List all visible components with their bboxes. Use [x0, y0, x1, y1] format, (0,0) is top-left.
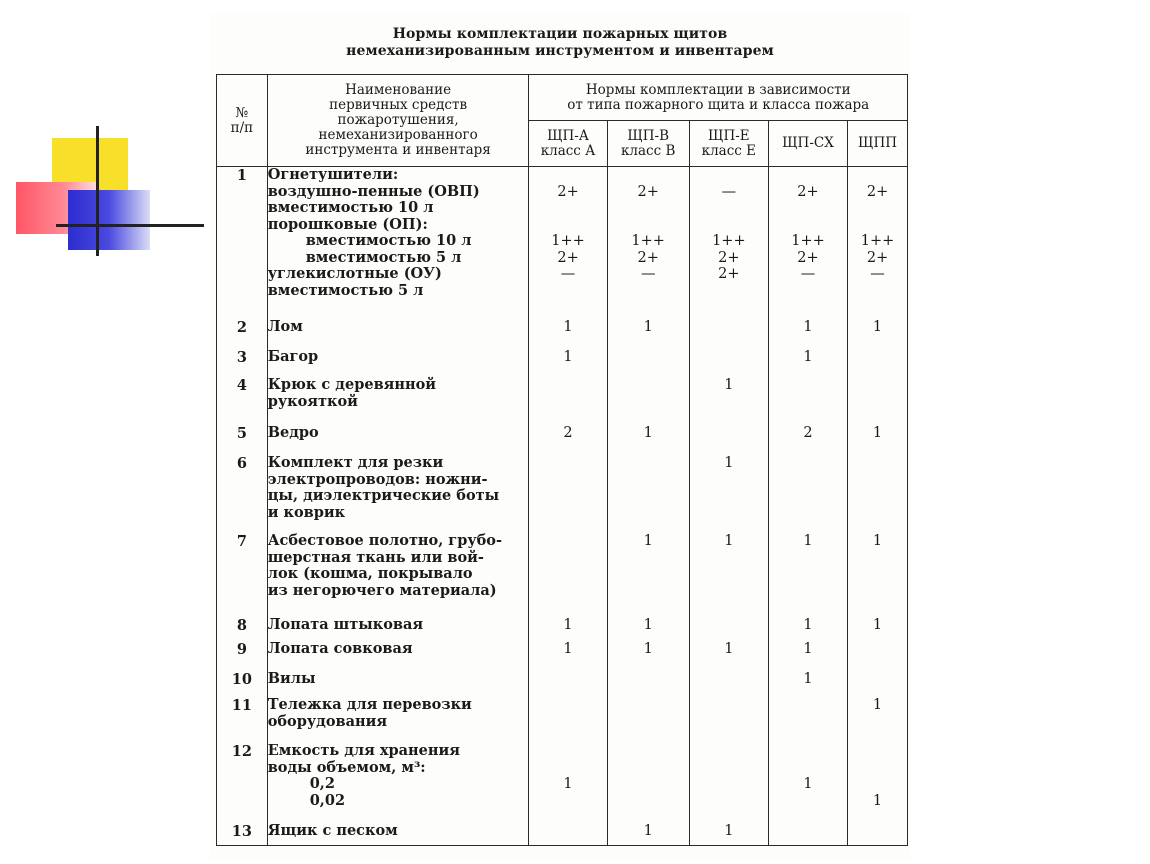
norm-value-cell — [768, 319, 847, 349]
table-row — [217, 697, 908, 743]
row-number: 11 — [217, 697, 268, 743]
norm-value: 2+ — [557, 249, 579, 266]
header-col-shp-e: ЩП-Е класс Е — [689, 121, 768, 167]
row-number: 1 — [217, 167, 268, 320]
item-name: Лопата совковая — [267, 641, 529, 671]
norm-value-cell — [768, 671, 847, 697]
table-row — [217, 671, 908, 697]
header-col-shpp: ЩПП — [848, 121, 908, 167]
norm-value: — — [870, 266, 885, 282]
norm-value: 2+ — [637, 183, 659, 200]
norm-value-cell — [848, 455, 908, 533]
norm-value-cell — [689, 425, 768, 455]
norm-value-cell — [689, 641, 768, 671]
norm-value: 1 — [803, 319, 813, 335]
norm-value-cell — [768, 823, 847, 846]
norm-value — [529, 200, 606, 217]
norm-value — [690, 776, 768, 793]
norm-value-cell — [607, 617, 689, 641]
norm-value — [769, 217, 847, 234]
norm-value: 2+ — [797, 183, 819, 200]
norm-value: 1 — [563, 641, 573, 657]
norm-value — [608, 283, 689, 300]
norm-value-cell — [768, 349, 847, 377]
header-col-shp-sh: ЩП-СХ — [768, 121, 847, 167]
table-body — [217, 167, 908, 846]
norm-value-cell — [607, 319, 689, 349]
norm-value-cell — [607, 743, 689, 823]
norm-value-cell — [529, 533, 607, 617]
norm-value-cell — [607, 671, 689, 697]
item-name: Багор — [267, 349, 529, 377]
row-number: 4 — [217, 377, 268, 425]
norm-value — [848, 200, 907, 217]
norm-value-cell — [607, 455, 689, 533]
title-line-1: Нормы комплектации пожарных щитов — [392, 26, 728, 42]
norm-value-cell — [848, 167, 908, 320]
norm-value: 2+ — [797, 249, 819, 266]
norm-value-cell — [848, 377, 908, 425]
table-row — [217, 425, 908, 455]
page-title — [210, 26, 910, 60]
norm-value — [529, 793, 606, 810]
norm-value-cell — [848, 823, 908, 846]
norm-value-cell — [848, 743, 908, 823]
header-col-shp-a: ЩП-А класс А — [529, 121, 607, 167]
row-number: 6 — [217, 455, 268, 533]
norm-value-cell — [848, 671, 908, 697]
norm-value-cell — [848, 533, 908, 617]
norm-value: 2+ — [866, 249, 889, 266]
row-number: 12 — [217, 743, 268, 823]
logo-horizontal-line — [56, 224, 204, 227]
norm-value: 1 — [803, 776, 813, 792]
norm-value — [529, 760, 606, 777]
norm-value — [690, 200, 768, 217]
norm-value-cell — [607, 641, 689, 671]
norm-value-cell — [607, 823, 689, 846]
norm-value-cell — [529, 617, 607, 641]
norm-value: 2 — [803, 425, 813, 441]
norm-value: 1++ — [712, 233, 746, 249]
norm-value — [608, 200, 689, 217]
row-number: 2 — [217, 319, 268, 349]
norm-value: 1 — [724, 641, 734, 657]
table-row — [217, 617, 908, 641]
item-name: Крюк с деревянной рукояткой — [267, 377, 529, 425]
norm-value-cell — [768, 743, 847, 823]
norm-value — [608, 776, 689, 793]
norm-value-cell — [529, 743, 607, 823]
norm-value: 1 — [803, 641, 813, 657]
item-name: Асбестовое полотно, грубо- шерстная ткань или вой- лок (кошма, покрывало из негорючего материала) — [267, 533, 529, 617]
norm-value — [690, 283, 768, 300]
norm-value-cell — [848, 697, 908, 743]
norm-value-cell — [768, 697, 847, 743]
norm-value-cell — [689, 533, 768, 617]
norm-value: 1 — [724, 533, 734, 549]
norm-value — [769, 200, 847, 217]
norm-value: 1 — [872, 792, 883, 809]
norm-value-cell — [768, 533, 847, 617]
norm-value: 2+ — [718, 266, 740, 282]
item-name: Комплект для резки электропроводов: ножни- цы, диэлектрические боты и коврик — [267, 455, 529, 533]
norm-value: 1 — [563, 776, 573, 792]
norm-value-cell — [529, 455, 607, 533]
norm-value: 1 — [724, 455, 734, 471]
title-line-2: немеханизированным инструментом и инвентарем — [346, 43, 774, 59]
table-row — [217, 349, 908, 377]
norm-value: 1 — [643, 319, 653, 335]
table-row — [217, 641, 908, 671]
norm-value — [769, 743, 847, 760]
item-name: Ящик с песком — [267, 823, 529, 846]
norm-value: 2+ — [866, 183, 889, 200]
norm-value-cell — [607, 697, 689, 743]
norm-value-cell — [689, 455, 768, 533]
item-name-line: 0,2 — [309, 775, 335, 792]
norm-value: 1 — [643, 425, 653, 441]
row-number: 3 — [217, 349, 268, 377]
item-name — [267, 167, 529, 320]
norm-value-cell — [689, 377, 768, 425]
norm-value-cell — [768, 455, 847, 533]
norm-value-cell — [529, 319, 607, 349]
norm-value — [608, 217, 689, 234]
norm-value: — — [560, 266, 576, 282]
norm-value — [690, 793, 768, 810]
norm-value-cell — [768, 167, 847, 320]
norm-value-cell — [529, 349, 607, 377]
item-name-line: вместимостью 10 л — [305, 232, 472, 249]
item-name: Тележка для перевозки оборудования — [267, 697, 529, 743]
norm-value: — — [721, 183, 737, 200]
norm-value: 1 — [803, 533, 813, 549]
norm-value-cell — [848, 617, 908, 641]
norm-value-cell — [689, 349, 768, 377]
norm-value-cell — [689, 671, 768, 697]
norm-value — [690, 743, 768, 760]
norm-value: 1 — [872, 617, 883, 633]
norm-value: 1 — [724, 823, 734, 839]
norm-value: 1 — [643, 533, 653, 549]
norm-value-cell — [848, 641, 908, 671]
norm-value-cell — [529, 697, 607, 743]
norm-value: 1 — [563, 617, 573, 633]
item-name-line: воздушно-пенные (ОВП) — [267, 182, 480, 200]
norm-value-cell — [607, 349, 689, 377]
norm-value: 1 — [872, 533, 883, 549]
table-row — [217, 377, 908, 425]
header-group: Нормы комплектации в зависимости от типа пожарного щита и класса пожара — [529, 75, 908, 121]
norm-value-cell — [529, 671, 607, 697]
norm-value-cell — [529, 425, 607, 455]
norm-value: 2+ — [718, 249, 740, 266]
item-name: Лом — [267, 319, 529, 349]
norm-value — [769, 760, 847, 777]
norm-value-cell — [607, 533, 689, 617]
table-row — [217, 823, 908, 846]
norm-value-cell — [689, 743, 768, 823]
norm-value: — — [640, 266, 656, 282]
norm-value-cell — [607, 425, 689, 455]
table-row — [217, 319, 908, 349]
norm-value-cell — [768, 425, 847, 455]
norm-value — [769, 167, 847, 184]
norm-value: 1++ — [631, 233, 665, 249]
norm-value-cell — [848, 349, 908, 377]
norm-value: 1 — [643, 641, 653, 657]
item-name-line: вместимостью 5 л — [305, 248, 462, 266]
norm-value: 1 — [724, 377, 734, 393]
norm-value: 1 — [643, 617, 653, 633]
item-name-line: вместимостью 5 л — [267, 281, 424, 299]
norm-value — [690, 760, 768, 777]
norm-value: 1 — [872, 425, 883, 441]
norm-value: 2+ — [557, 183, 579, 200]
norm-value: 1 — [872, 697, 883, 713]
item-name-line: Огнетушители: — [267, 166, 399, 183]
norm-value-cell — [689, 319, 768, 349]
norm-value: 1 — [803, 349, 813, 365]
norm-value — [690, 167, 768, 184]
norm-value: 2 — [563, 425, 573, 441]
norm-value-cell — [768, 617, 847, 641]
norm-value — [848, 743, 907, 760]
table-row — [217, 455, 908, 533]
norm-value-cell — [529, 641, 607, 671]
norm-value: 1 — [563, 319, 573, 335]
row-number: 8 — [217, 617, 268, 641]
header-num: № п/п — [217, 75, 268, 167]
norm-value-cell — [768, 641, 847, 671]
norm-value: 1 — [872, 319, 883, 335]
norm-value — [848, 283, 907, 300]
norm-value-cell — [689, 697, 768, 743]
item-name: Ведро — [267, 425, 529, 455]
norm-value: — — [800, 266, 816, 282]
table-row — [217, 743, 908, 823]
norm-value-cell — [607, 377, 689, 425]
item-name-line: Емкость для хранения — [267, 742, 460, 759]
norm-value: 1 — [803, 617, 813, 633]
norm-value: 1 — [803, 671, 813, 687]
norm-value: 1++ — [551, 233, 585, 249]
scanned-page — [210, 14, 910, 860]
norm-value — [769, 793, 847, 810]
row-number: 9 — [217, 641, 268, 671]
norm-value-cell — [689, 167, 768, 320]
norm-value — [848, 167, 907, 184]
logo-vertical-line — [96, 126, 99, 256]
norm-value-cell — [529, 377, 607, 425]
norm-value-cell — [768, 377, 847, 425]
logo-blue-square — [68, 190, 150, 250]
norm-value-cell — [689, 617, 768, 641]
norm-value: 1++ — [860, 233, 895, 249]
item-name-line: 0,02 — [309, 791, 346, 809]
table-row — [217, 533, 908, 617]
norm-value-cell — [529, 823, 607, 846]
row-number: 5 — [217, 425, 268, 455]
norm-value — [529, 283, 606, 300]
norm-value-cell — [607, 167, 689, 320]
norm-value — [529, 217, 606, 234]
norm-value — [848, 217, 907, 234]
norm-value: 1 — [643, 823, 653, 839]
item-name: Лопата штыковая — [267, 617, 529, 641]
norm-value — [690, 217, 768, 234]
norm-value — [848, 760, 907, 777]
item-name-line: порошковые (ОП): — [267, 215, 428, 233]
norm-value-cell — [689, 823, 768, 846]
row-number: 7 — [217, 533, 268, 617]
item-name: Вилы — [267, 671, 529, 697]
norm-value — [608, 167, 689, 184]
norm-value — [608, 793, 689, 810]
norm-value — [769, 283, 847, 300]
header-col-shp-b: ЩП-В класс В — [607, 121, 689, 167]
row-number: 10 — [217, 671, 268, 697]
norm-value — [529, 167, 606, 184]
norm-value — [608, 743, 689, 760]
norm-value-cell — [848, 425, 908, 455]
item-name-line: воды объемом, м³: — [267, 758, 426, 776]
row-number: 13 — [217, 823, 268, 846]
item-name-line: вместимостью 10 л — [267, 199, 434, 216]
norms-table — [216, 74, 908, 846]
norm-value-cell — [848, 319, 908, 349]
norm-value: 1 — [563, 349, 573, 365]
table-row — [217, 167, 908, 320]
item-name-line: углекислотные (ОУ) — [267, 265, 442, 282]
norm-value — [848, 776, 907, 793]
norm-value: 1++ — [791, 233, 825, 249]
norm-value-cell — [529, 167, 607, 320]
norm-value — [529, 743, 606, 760]
header-name: Наименование первичных средств пожаротушения, немеханизированного инструмента и инвентаря — [267, 75, 529, 167]
item-name — [267, 743, 529, 823]
slide-logo — [0, 0, 220, 270]
norm-value — [608, 760, 689, 777]
norm-value: 2+ — [637, 249, 659, 266]
